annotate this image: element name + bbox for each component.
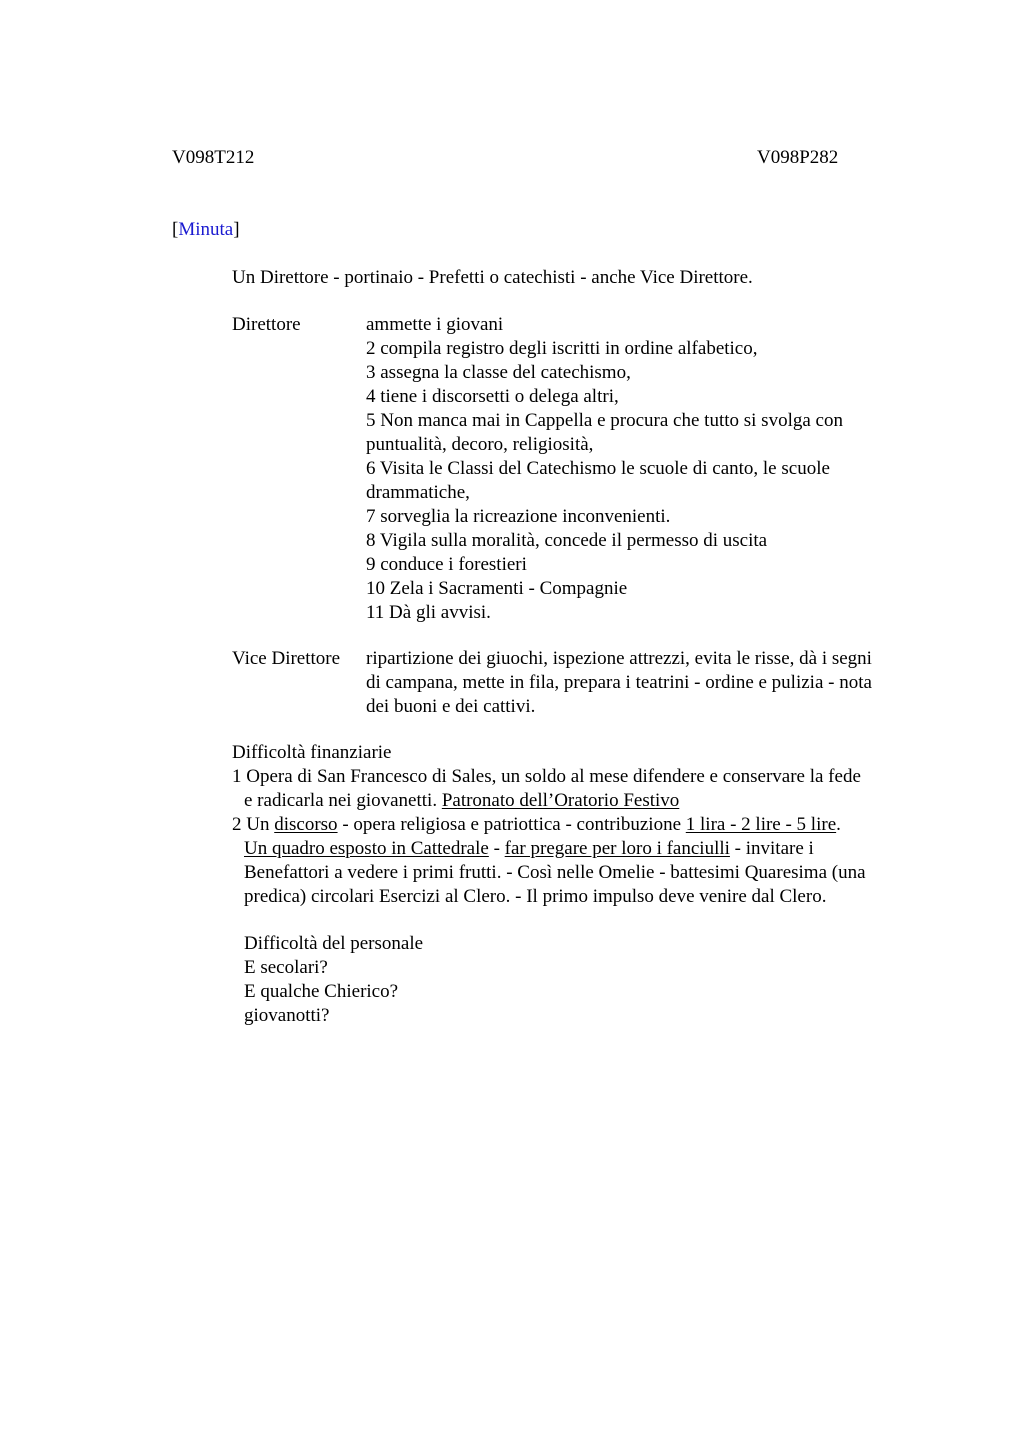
underlined-text: Un quadro esposto in Cattedrale [244, 838, 489, 859]
vice-direttore-text [366, 647, 872, 719]
text-span: 2 Un [232, 814, 275, 835]
underlined-text: discorso [274, 814, 338, 835]
direttore-list [366, 313, 843, 625]
finanziarie-item-1-line-2 [244, 789, 679, 813]
list-item: 5 Non manca mai in Cappella e procura che tutto si svolga con [366, 410, 843, 431]
finanziarie-item-2-line-2 [244, 837, 814, 861]
document-code-left: V098T212 [172, 147, 255, 168]
text-line: di campana, mette in fila, prepara i teatrini - ordine e pulizia - nota [366, 672, 872, 693]
text-span: - invitare i [729, 838, 814, 859]
list-item: ammette i giovani [366, 314, 504, 335]
underlined-text: Patronato dell’Oratorio Festivo [441, 790, 680, 811]
text-line: ripartizione dei giuochi, ispezione attrezzi, evita le risse, dà i segni [366, 648, 872, 669]
list-item: 3 assegna la classe del catechismo, [366, 362, 631, 383]
section-heading [172, 218, 240, 242]
vice-direttore-label: Vice Direttore [232, 648, 341, 669]
heading-close-bracket: ] [233, 219, 240, 240]
finanziarie-title: Difficoltà finanziarie [232, 742, 392, 763]
text-line: giovanotti? [244, 1005, 330, 1026]
underlined-text: 1 lira - 2 lire - 5 lire [685, 814, 837, 835]
list-item: puntualità, decoro, religiosità, [366, 434, 594, 455]
personale-block [244, 932, 423, 1028]
text-span: . [836, 814, 841, 835]
text-span: - [488, 838, 505, 859]
text-span: e radicarla nei giovanetti. [244, 790, 442, 811]
list-item: 10 Zela i Sacramenti - Compagnie [366, 578, 628, 599]
text-line: E qualche Chierico? [244, 981, 399, 1002]
text-span: - opera religiosa e patriottica - contribuzione [337, 814, 686, 835]
underlined-text: far pregare per loro i fanciulli [504, 838, 730, 859]
document-code-right: V098P282 [757, 147, 839, 168]
intro-line: Un Direttore - portinaio - Prefetti o catechisti - anche Vice Direttore. [232, 267, 753, 288]
text-line: dei buoni e dei cattivi. [366, 696, 536, 717]
minuta-link[interactable]: Minuta [178, 219, 234, 240]
text-line: Difficoltà del personale [244, 933, 424, 954]
list-item: drammatiche, [366, 482, 470, 503]
list-item: 7 sorveglia la ricreazione inconvenienti. [366, 506, 671, 527]
finanziarie-item-1-line-1: 1 Opera di San Francesco di Sales, un soldo al mese difendere e conservare la fede [232, 766, 861, 787]
finanziarie-item-2-line-4: predica) circolari Esercizi al Clero. - Il primo impulso deve venire dal Clero. [244, 886, 827, 907]
list-item: 9 conduce i forestieri [366, 554, 527, 575]
list-item: 8 Vigila sulla moralità, concede il permesso di uscita [366, 530, 768, 551]
list-item: 11 Dà gli avvisi. [366, 602, 491, 623]
finanziarie-item-2-line-1 [232, 813, 841, 837]
text-line: E secolari? [244, 957, 328, 978]
list-item: 2 compila registro degli iscritti in ordine alfabetico, [366, 338, 758, 359]
heading-open-bracket: [ [172, 219, 179, 240]
finanziarie-item-2-line-3: Benefattori a vedere i primi frutti. - Così nelle Omelie - battesimi Quaresima (una [244, 862, 866, 883]
list-item: 4 tiene i discorsetti o delega altri, [366, 386, 619, 407]
list-item: 6 Visita le Classi del Catechismo le scuole di canto, le scuole [366, 458, 830, 479]
direttore-label: Direttore [232, 314, 301, 335]
